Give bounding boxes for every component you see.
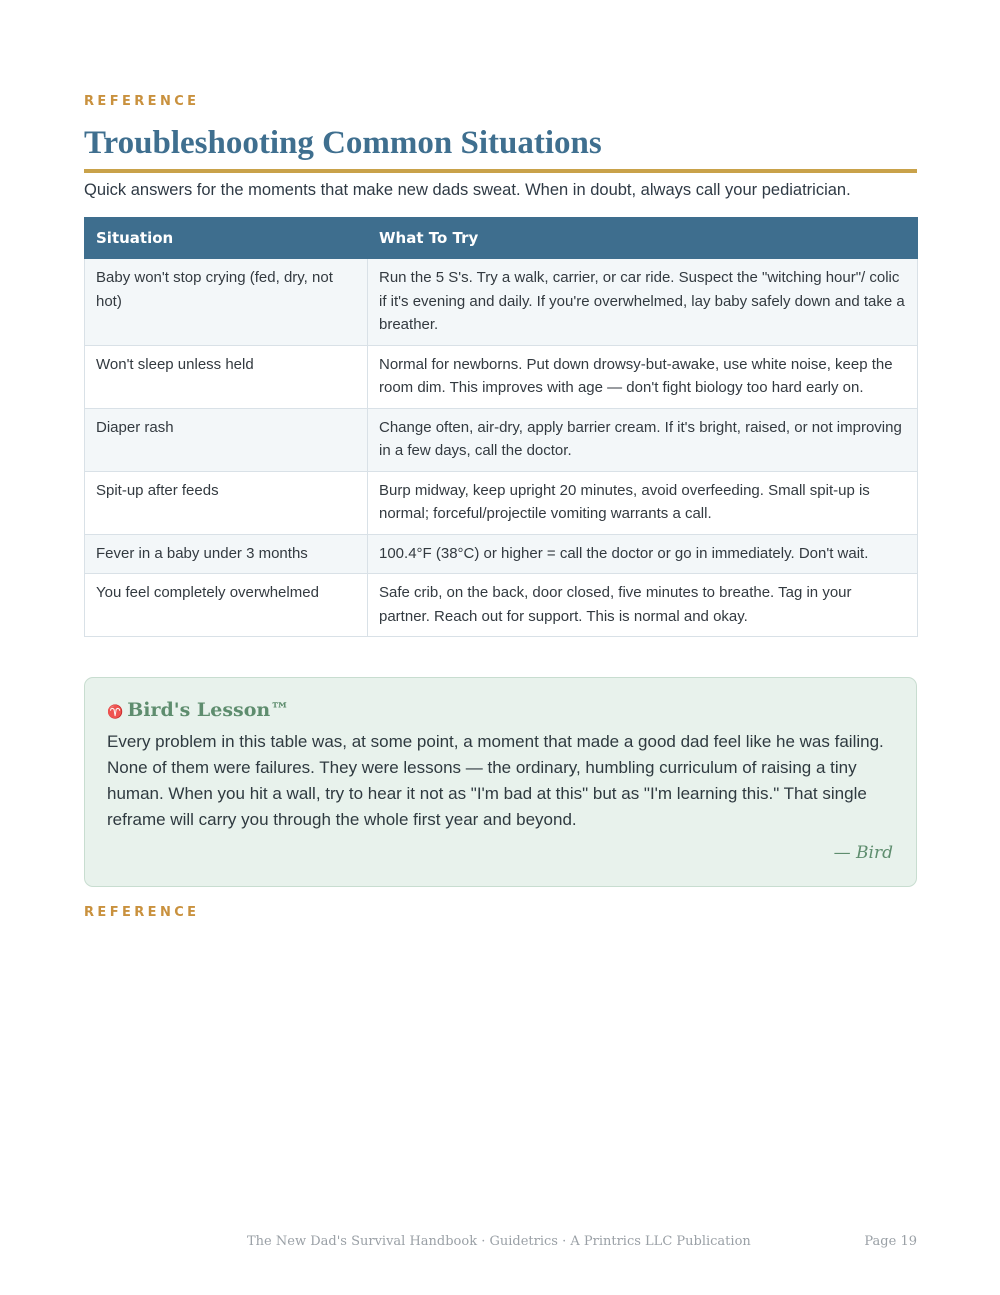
what-to-try-cell: Run the 5 S's. Try a walk, carrier, or car ride. Suspect the "witching hour"/ colic if it's evening and daily. If you're overwhelmed, lay baby safely down and take a breather.	[368, 259, 918, 346]
table-row	[85, 408, 918, 471]
footer-section-label: REFERENCE	[84, 905, 200, 920]
situation-cell: You feel completely overwhelmed	[85, 574, 368, 637]
lesson-heading: Bird's Lesson™	[127, 699, 290, 721]
situation-cell: Baby won't stop crying (fed, dry, not hot)	[85, 259, 368, 346]
what-to-try-cell: Safe crib, on the back, door closed, five minutes to breathe. Tag in your partner. Reach out for support. This is normal and okay.	[368, 574, 918, 637]
table-header-row	[85, 218, 918, 259]
page-title: Troubleshooting Common Situations	[84, 125, 602, 161]
situation-cell: Spit-up after feeds	[85, 471, 368, 534]
column-header-situation: Situation	[85, 218, 368, 259]
situation-cell: Diaper rash	[85, 408, 368, 471]
section-label: REFERENCE	[84, 94, 200, 109]
intro-text: Quick answers for the moments that make new dads sweat. When in doubt, always call your pediatrician.	[84, 181, 851, 199]
lesson-callout	[84, 677, 917, 887]
table-row	[85, 534, 918, 574]
what-to-try-cell: Burp midway, keep upright 20 minutes, avoid overfeeding. Small spit-up is normal; forceful/projectile vomiting warrants a call.	[368, 471, 918, 534]
lesson-body: Every problem in this table was, at some point, a moment that made a good dad feel like he was failing. None of them were failures. They were lessons — the ordinary, humbling curriculum of raising a tiny human. When you hit a wall, try to hear it not as "I'm bad at this" but as "I'm learning this." That single reframe will carry you through the whole first year and beyond.	[107, 732, 884, 829]
lesson-heading-row	[107, 698, 289, 725]
what-to-try-cell: Normal for newborns. Put down drowsy-but-awake, use white noise, keep the room dim. This improves with age — don't fight biology too hard early on.	[368, 345, 918, 408]
column-header-what-to-try: What To Try	[368, 218, 918, 259]
table-row	[85, 259, 918, 346]
what-to-try-cell: 100.4°F (38°C) or higher = call the doctor or go in immediately. Don't wait.	[368, 534, 918, 574]
situation-cell: Fever in a baby under 3 months	[85, 534, 368, 574]
troubleshooting-table	[84, 217, 918, 637]
lesson-signature: — Bird	[833, 843, 893, 863]
situation-cell: Won't sleep unless held	[85, 345, 368, 408]
title-divider	[84, 169, 917, 173]
table-row	[85, 574, 918, 637]
publication-credit: The New Dad's Survival Handbook · Guidetrics · A Printrics LLC Publication	[247, 1234, 751, 1249]
page-number: Page 19	[864, 1234, 917, 1249]
sprout-icon: ♈	[107, 705, 124, 720]
table-row	[85, 345, 918, 408]
what-to-try-cell: Change often, air-dry, apply barrier cream. If it's bright, raised, or not improving in a few days, call the doctor.	[368, 408, 918, 471]
table-row	[85, 471, 918, 534]
